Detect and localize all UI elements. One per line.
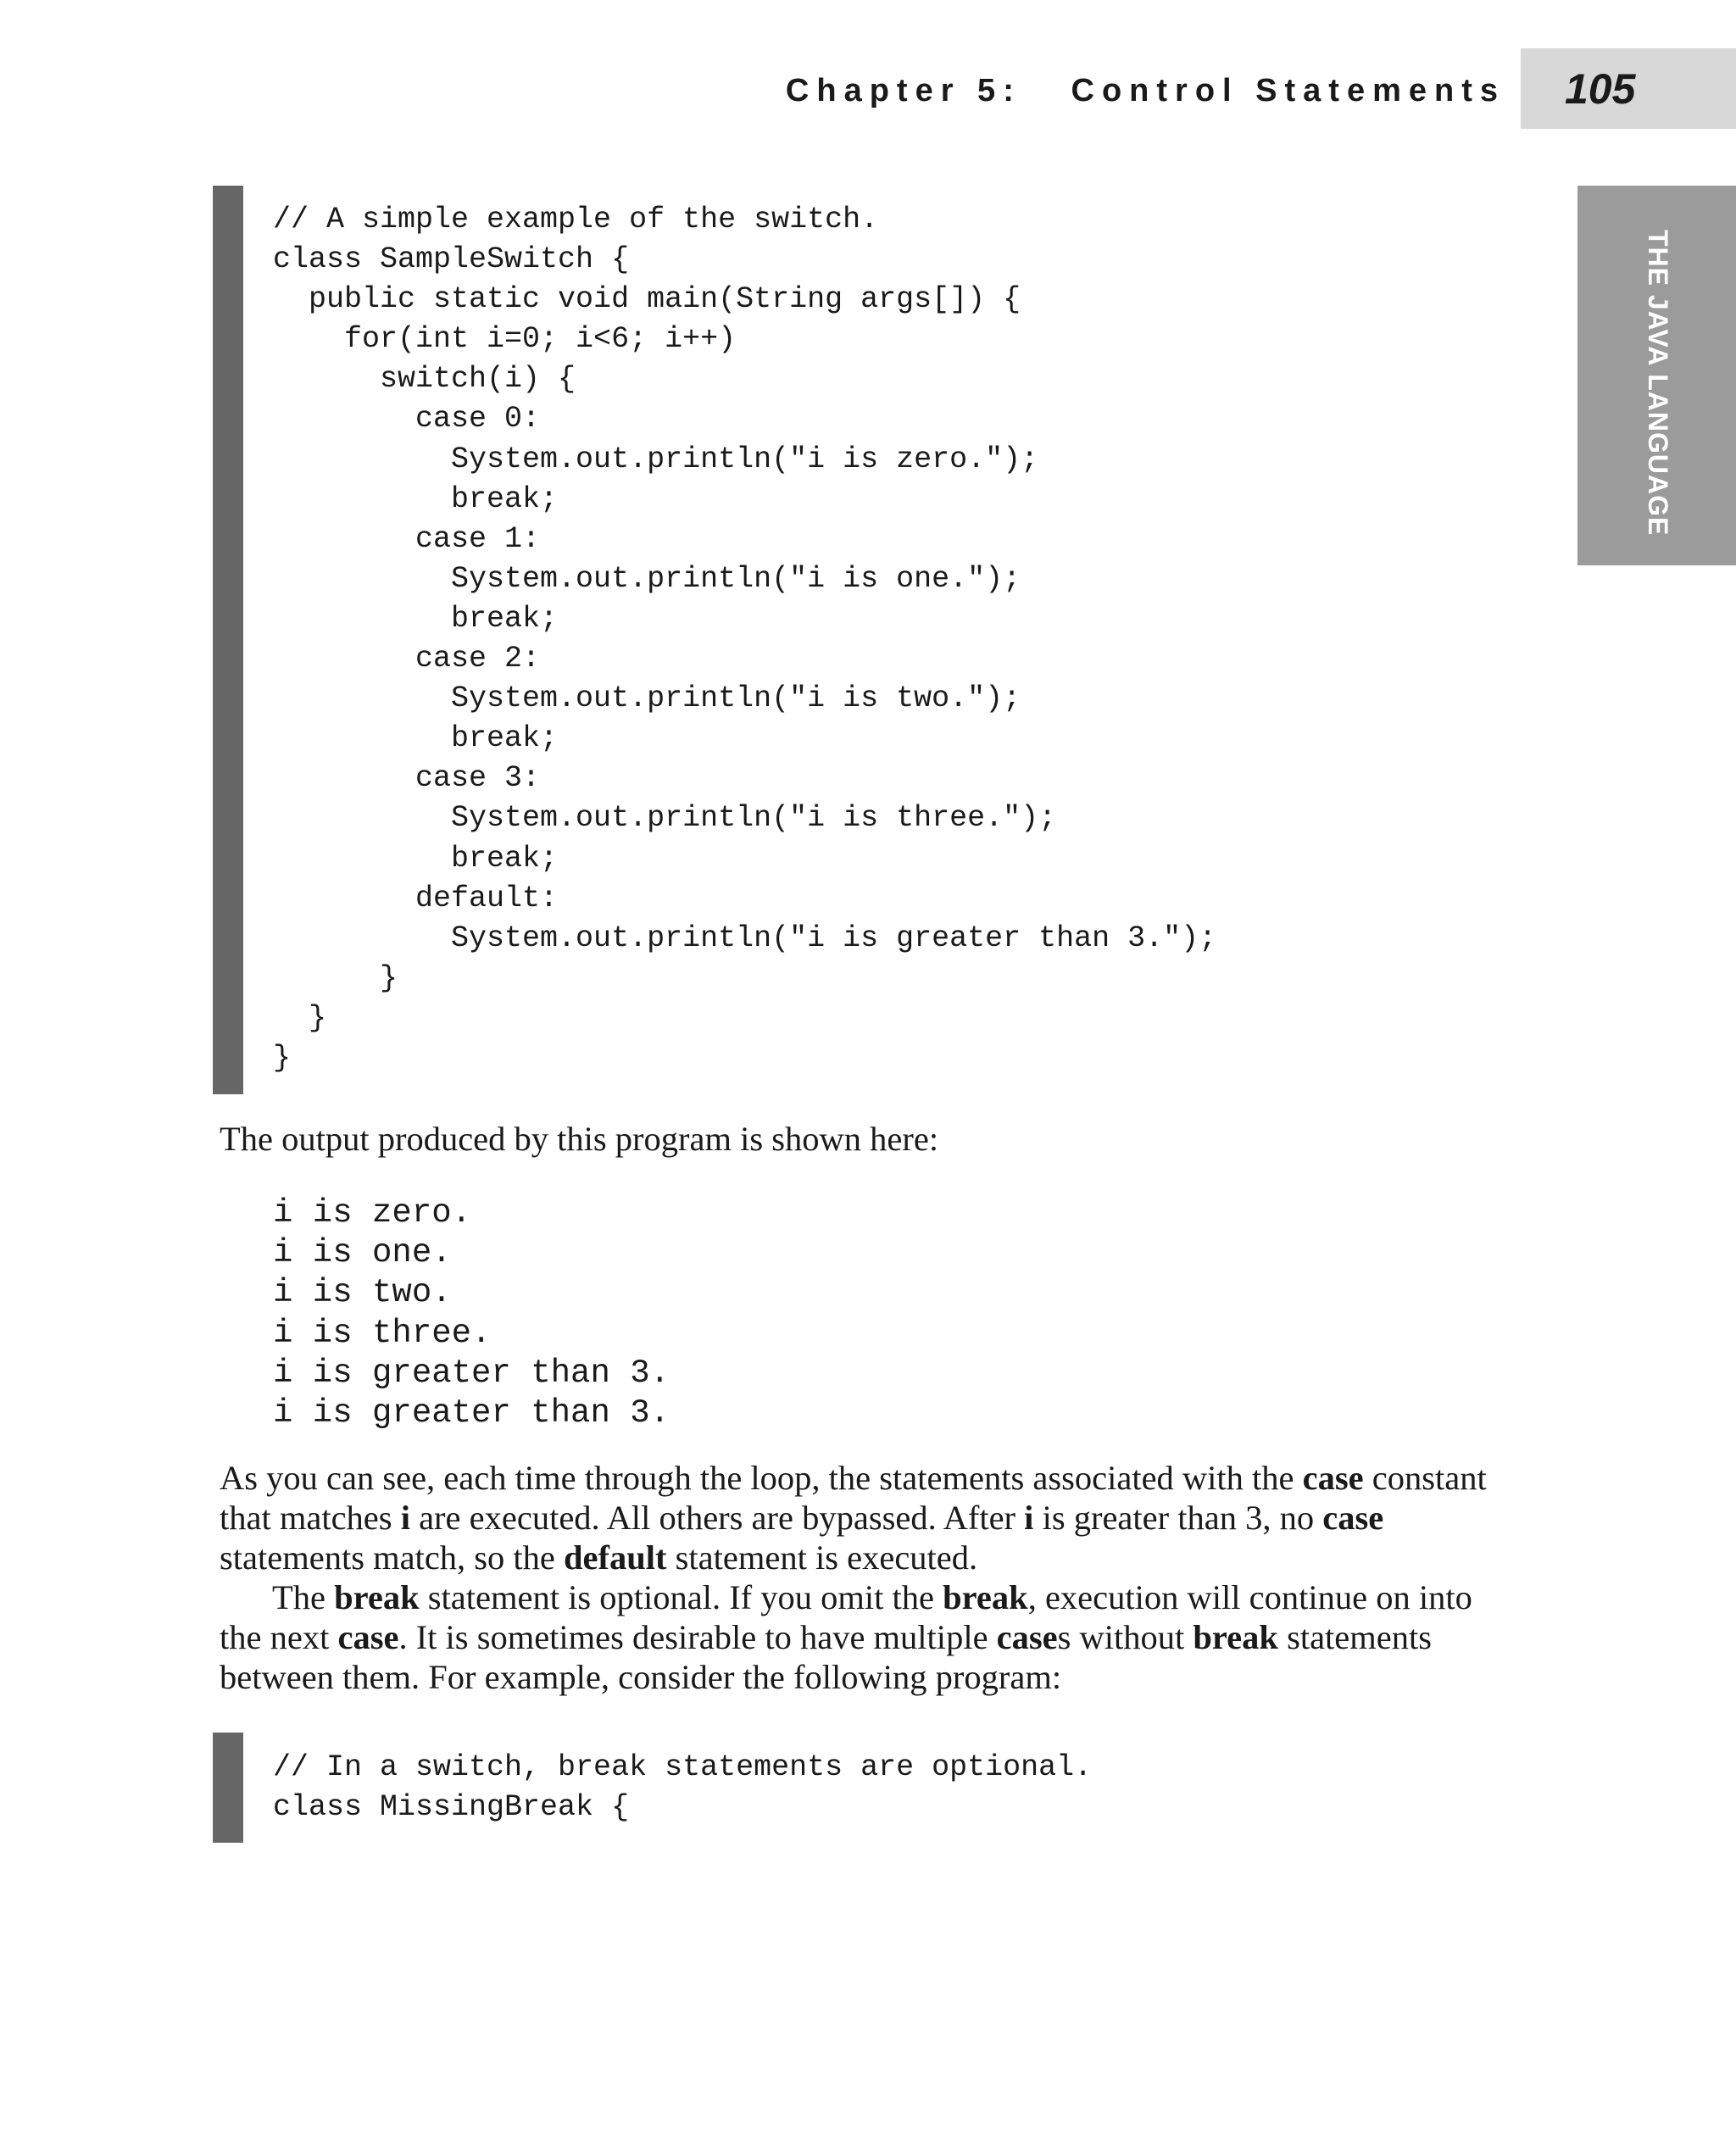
output-intro-paragraph [220,1119,1491,1159]
running-header-title: Chapter 5: Control Statements [785,73,1505,108]
keyword-break: break [943,1578,1028,1616]
code-listing-sample-switch: // A simple example of the switch. class SampleSwitch { public static void main(String args[]) { for(int i=0; i<6; i++) switch(i) { case 0: System.out.println("i is zero."); break; case 1: System.out.println("i is one."); break; case 2: System.out.println("i is two."); break; case 3: System.out.println("i is three."); break; default: System.out.println("i is greater than 3."); } } } [273,203,1217,1075]
code-listing-bar [213,186,243,1094]
keyword-case: case [996,1618,1058,1656]
code-listing-missing-break: // In a switch, break statements are optional. class MissingBreak { [273,1750,1093,1825]
section-side-tab-label: THE JAVA LANGUAGE [1643,230,1673,537]
page-number: 105 [1565,65,1636,113]
keyword-i: i [400,1499,410,1537]
body-paragraph-1: As you can see, each time through the loop, the statements associated with the case constant that matches i are executed. All others are bypassed. After i is greater than 3, no case statements match, so the default statement is executed. [220,1459,1487,1577]
keyword-i: i [1024,1499,1034,1537]
keyword-break: break [334,1578,420,1616]
program-output-listing: i is zero. i is one. i is two. i is three. i is greater than 3. i is greater than 3. [273,1194,670,1432]
page-number-box [1521,48,1736,129]
keyword-case: case [1302,1459,1364,1497]
body-paragraph-2: The break statement is optional. If you omit the break, execution will continue on into the next case. It is sometimes desirable to have multiple cases without break statements between them. For example, consider the following program: [220,1578,1472,1696]
section-side-tab [1577,186,1736,565]
keyword-default: default [564,1538,667,1577]
output-intro-text: The output produced by this program is shown here: [220,1120,939,1158]
keyword-case: case [1322,1499,1384,1537]
keyword-case: case [337,1618,399,1656]
keyword-break: break [1193,1618,1278,1656]
code-listing-bar [213,1733,243,1843]
